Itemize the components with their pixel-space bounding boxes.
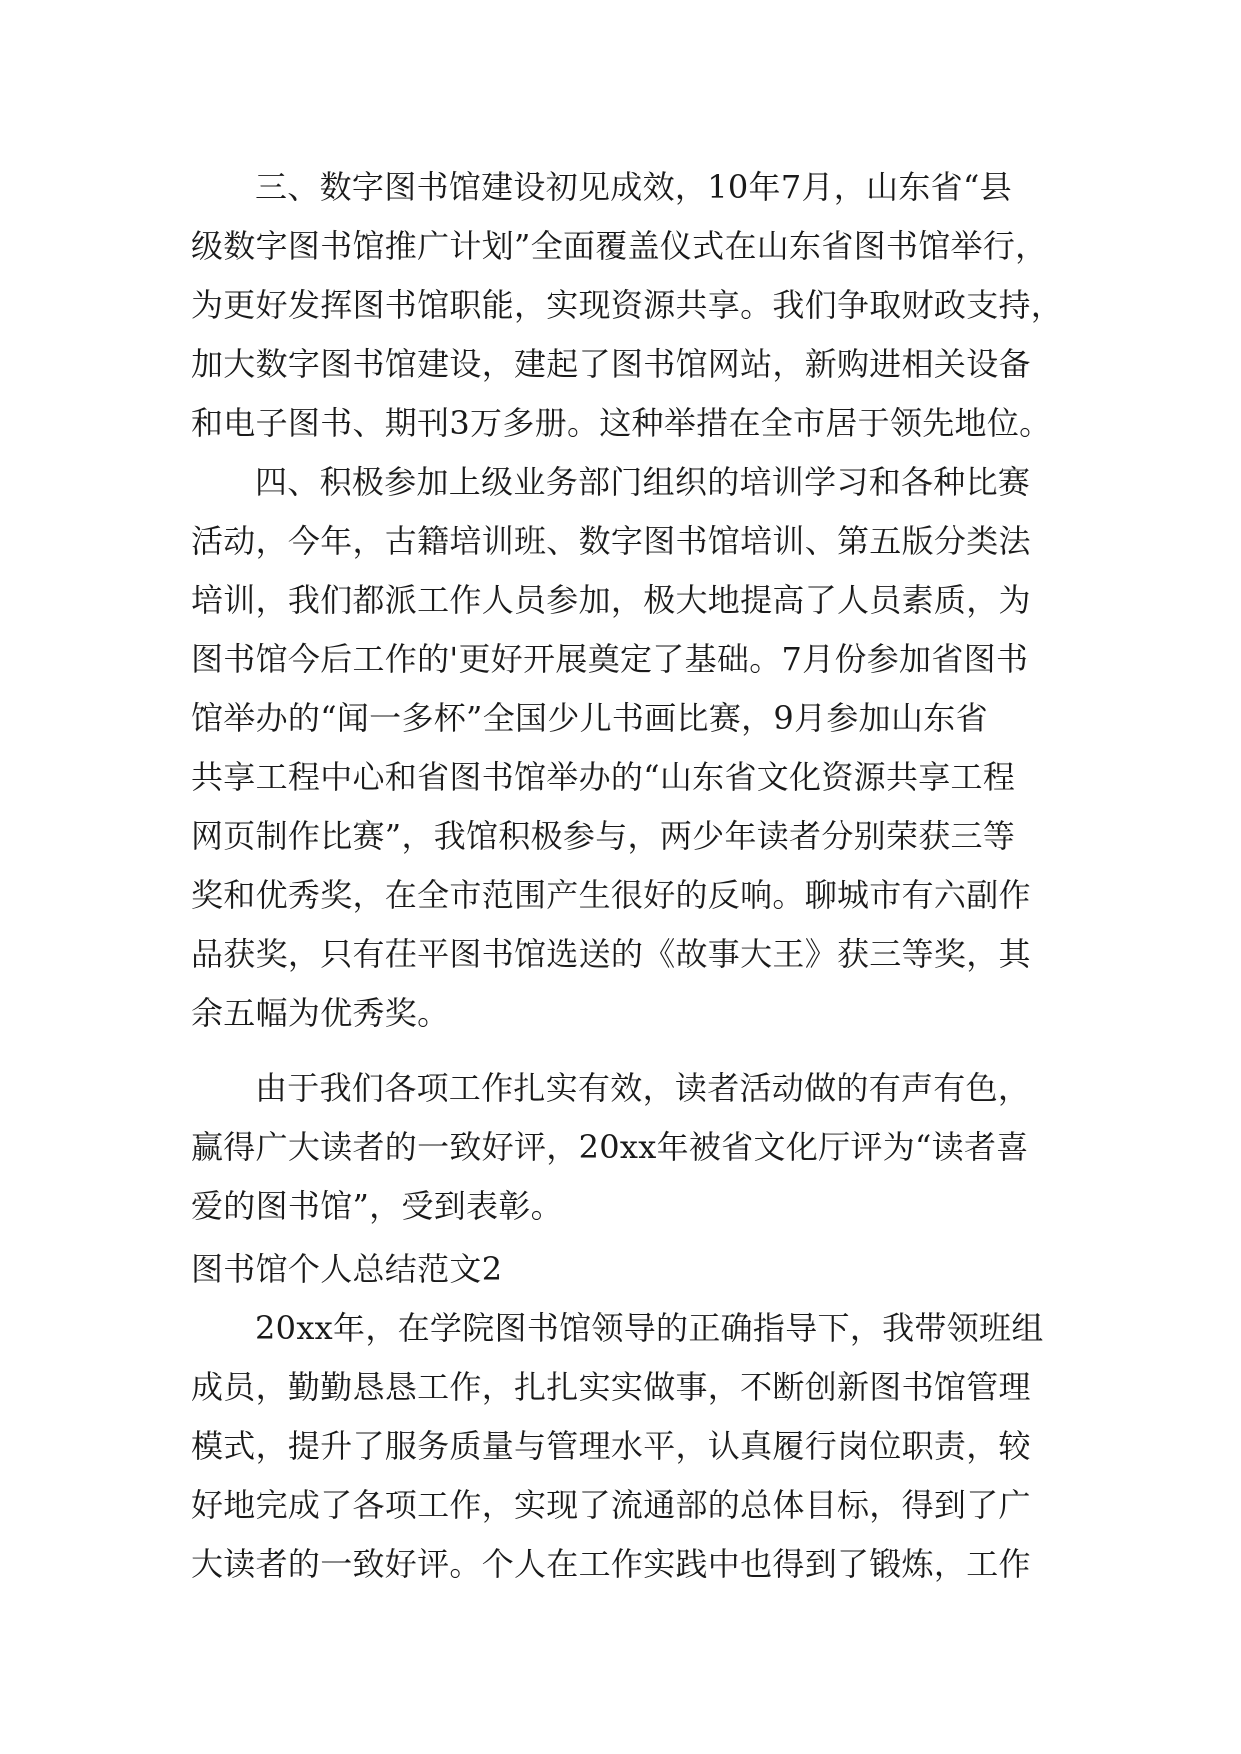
text-line: 加大数字图书馆建设，建起了图书馆网站，新购进相关设备 bbox=[191, 345, 1031, 383]
text-line: 为更好发挥图书馆职能，实现资源共享。我们争取财政支持， bbox=[191, 286, 1064, 324]
paragraph-training-competitions bbox=[191, 453, 1071, 1043]
text-line: 馆举办的“闻一多杯”全国少儿书画比赛，9月参加山东省 bbox=[191, 699, 988, 737]
text-line: 活动，今年，古籍培训班、数字图书馆培训、第五版分类法 bbox=[191, 522, 1031, 560]
text-line: 余五幅为优秀奖。 bbox=[191, 994, 450, 1032]
text-line: 赢得广大读者的一致好评，20xx年被省文化厅评为“读者喜 bbox=[191, 1128, 1029, 1166]
text-line: 模式，提升了服务质量与管理水平，认真履行岗位职责，较 bbox=[191, 1427, 1031, 1465]
text-line: 好地完成了各项工作，实现了流通部的总体目标，得到了广 bbox=[191, 1486, 1031, 1524]
text-line: 由于我们各项工作扎实有效，读者活动做的有声有色， bbox=[255, 1069, 1031, 1107]
text-line: 20xx年，在学院图书馆领导的正确指导下，我带领班组 bbox=[255, 1309, 1044, 1347]
text-line: 培训，我们都派工作人员参加，极大地提高了人员素质，为 bbox=[191, 581, 1031, 619]
section-heading: 图书馆个人总结范文2 bbox=[191, 1250, 503, 1288]
text-line: 品获奖，只有茌平图书馆选送的《故事大王》获三等奖，其 bbox=[191, 935, 1031, 973]
text-line: 爱的图书馆”，受到表彰。 bbox=[191, 1187, 563, 1225]
text-line: 大读者的一致好评。个人在工作实践中也得到了锻炼，工作 bbox=[191, 1545, 1031, 1583]
text-line: 四、积极参加上级业务部门组织的培训学习和各种比赛 bbox=[255, 463, 1031, 501]
text-line: 三、数字图书馆建设初见成效，10年7月，山东省“县 bbox=[255, 168, 1012, 206]
text-line: 成员，勤勤恳恳工作，扎扎实实做事，不断创新图书馆管理 bbox=[191, 1368, 1031, 1406]
paragraph-digital-library bbox=[191, 158, 1071, 453]
text-line: 和电子图书、期刊3万多册。这种举措在全市居于领先地位。 bbox=[191, 404, 1052, 442]
paragraph-summary-2 bbox=[191, 1299, 1071, 1594]
document-body bbox=[191, 158, 1071, 1594]
text-line: 级数字图书馆推广计划”全面覆盖仪式在山东省图书馆举行， bbox=[191, 227, 1048, 265]
text-line: 图书馆今后工作的'更好开展奠定了基础。7月份参加省图书 bbox=[191, 640, 1029, 678]
paragraph-spacer bbox=[191, 1043, 1071, 1059]
paragraph-recognition bbox=[191, 1059, 1071, 1236]
text-line: 共享工程中心和省图书馆举办的“山东省文化资源共享工程 bbox=[191, 758, 1016, 796]
text-line: 奖和优秀奖，在全市范围产生很好的反响。聊城市有六副作 bbox=[191, 876, 1031, 914]
text-line: 网页制作比赛”，我馆积极参与，两少年读者分别荣获三等 bbox=[191, 817, 1016, 855]
